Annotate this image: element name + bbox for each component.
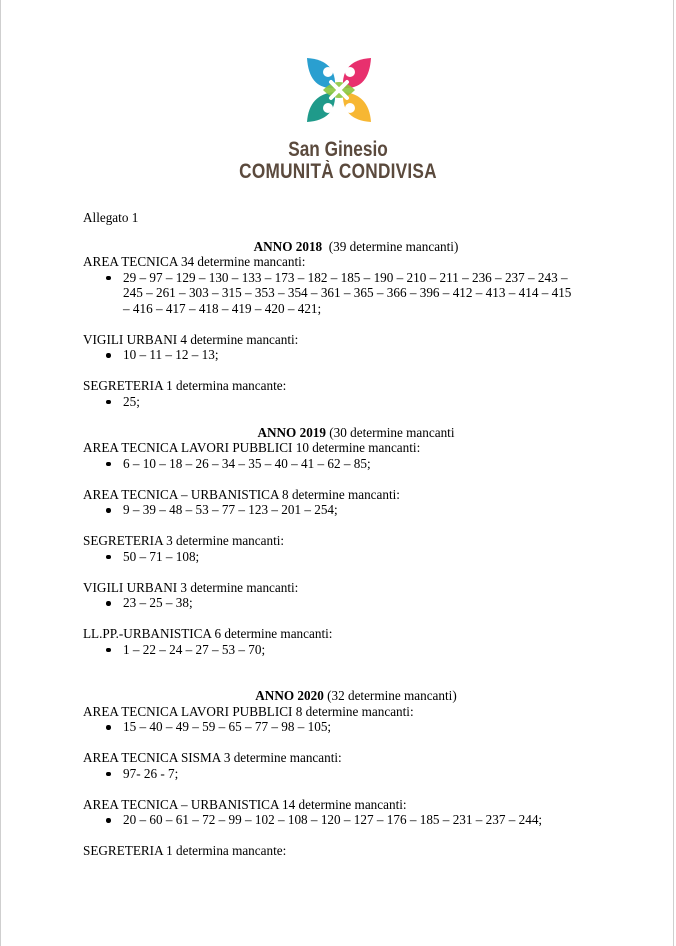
list-item: 6 – 10 – 18 – 26 – 34 – 35 – 40 – 41 – 62 – 85; xyxy=(123,456,603,472)
area-title: VIGILI URBANI 4 determine mancanti: xyxy=(83,331,299,347)
area-title: SEGRETERIA 3 determine mancanti: xyxy=(83,533,285,548)
area-title: AREA TECNICA LAVORI PUBBLICI 10 determine mancanti: xyxy=(83,440,421,455)
determine-list xyxy=(83,502,603,518)
area-title: AREA TECNICA – URBANISTICA 8 determine mancanti: xyxy=(83,486,400,502)
year-heading-2020 xyxy=(109,688,603,704)
list-item: 29 – 97 – 129 – 130 – 133 – 173 – 182 – 185 – 190 – 210 – 211 – 236 – 237 – 243 – 245 – 261 – 303 – 315 – 353 – 354 – 361 – 365 – 366 – 396 – 412 – 413 – 414 – 415 – 416 – 417 – 418 – 419 – 420 – 421; xyxy=(123,270,603,317)
list-item: 23 – 25 – 38; xyxy=(123,595,603,611)
area-title: SEGRETERIA 1 determina mancante: xyxy=(83,843,287,858)
year-heading-2018 xyxy=(109,239,603,255)
year-label: ANNO 2020 xyxy=(255,688,324,703)
year-label: ANNO 2019 xyxy=(257,424,326,440)
determine-list xyxy=(83,347,603,363)
year-count: (39 determine mancanti) xyxy=(328,238,459,254)
document-body xyxy=(83,210,603,859)
area-title: AREA TECNICA LAVORI PUBBLICI 8 determine mancanti: xyxy=(83,703,414,719)
list-item: 50 – 71 – 108; xyxy=(123,549,603,565)
area-title: AREA TECNICA SISMA 3 determine mancanti: xyxy=(83,750,342,765)
determine-list xyxy=(83,642,603,658)
list-item: 9 – 39 – 48 – 53 – 77 – 123 – 201 – 254; xyxy=(123,502,603,518)
determine-list xyxy=(83,270,603,317)
determine-list xyxy=(83,549,603,565)
area-title: SEGRETERIA 1 determina mancante: xyxy=(83,378,287,393)
list-item: 25; xyxy=(123,394,603,410)
determine-list xyxy=(83,766,603,782)
determine-list xyxy=(83,595,603,611)
area-title: LL.PP.-URBANISTICA 6 determine mancanti: xyxy=(83,626,333,641)
determine-list xyxy=(83,719,603,735)
year-label: ANNO 2018 xyxy=(253,238,323,254)
list-item: 1 – 22 – 24 – 27 – 53 – 70; xyxy=(123,642,603,658)
area-title: AREA TECNICA 34 determine mancanti: xyxy=(83,254,306,269)
list-item: 15 – 40 – 49 – 59 – 65 – 77 – 98 – 105; xyxy=(123,719,603,735)
list-item: 10 – 11 – 12 – 13; xyxy=(123,347,603,363)
determine-list xyxy=(83,812,603,828)
area-title: VIGILI URBANI 3 determine mancanti: xyxy=(83,579,299,595)
list-item: 20 – 60 – 61 – 72 – 99 – 102 – 108 – 120 – 127 – 176 – 185 – 231 – 237 – 244; xyxy=(123,812,603,828)
attachment-label: Allegato 1 xyxy=(83,210,139,225)
year-count: (30 determine mancanti xyxy=(329,424,455,440)
determine-list xyxy=(83,394,603,410)
list-item: 97- 26 - 7; xyxy=(123,766,603,782)
year-heading-2019 xyxy=(109,425,603,441)
year-count: (32 determine mancanti) xyxy=(327,688,457,703)
brand-tagline: COMUNITÀ CONDIVISA xyxy=(239,160,437,183)
determine-list xyxy=(83,456,603,472)
san-ginesio-logo xyxy=(301,52,377,128)
brand-name: San Ginesio xyxy=(288,138,388,161)
area-title: AREA TECNICA – URBANISTICA 14 determine mancanti: xyxy=(83,796,407,812)
